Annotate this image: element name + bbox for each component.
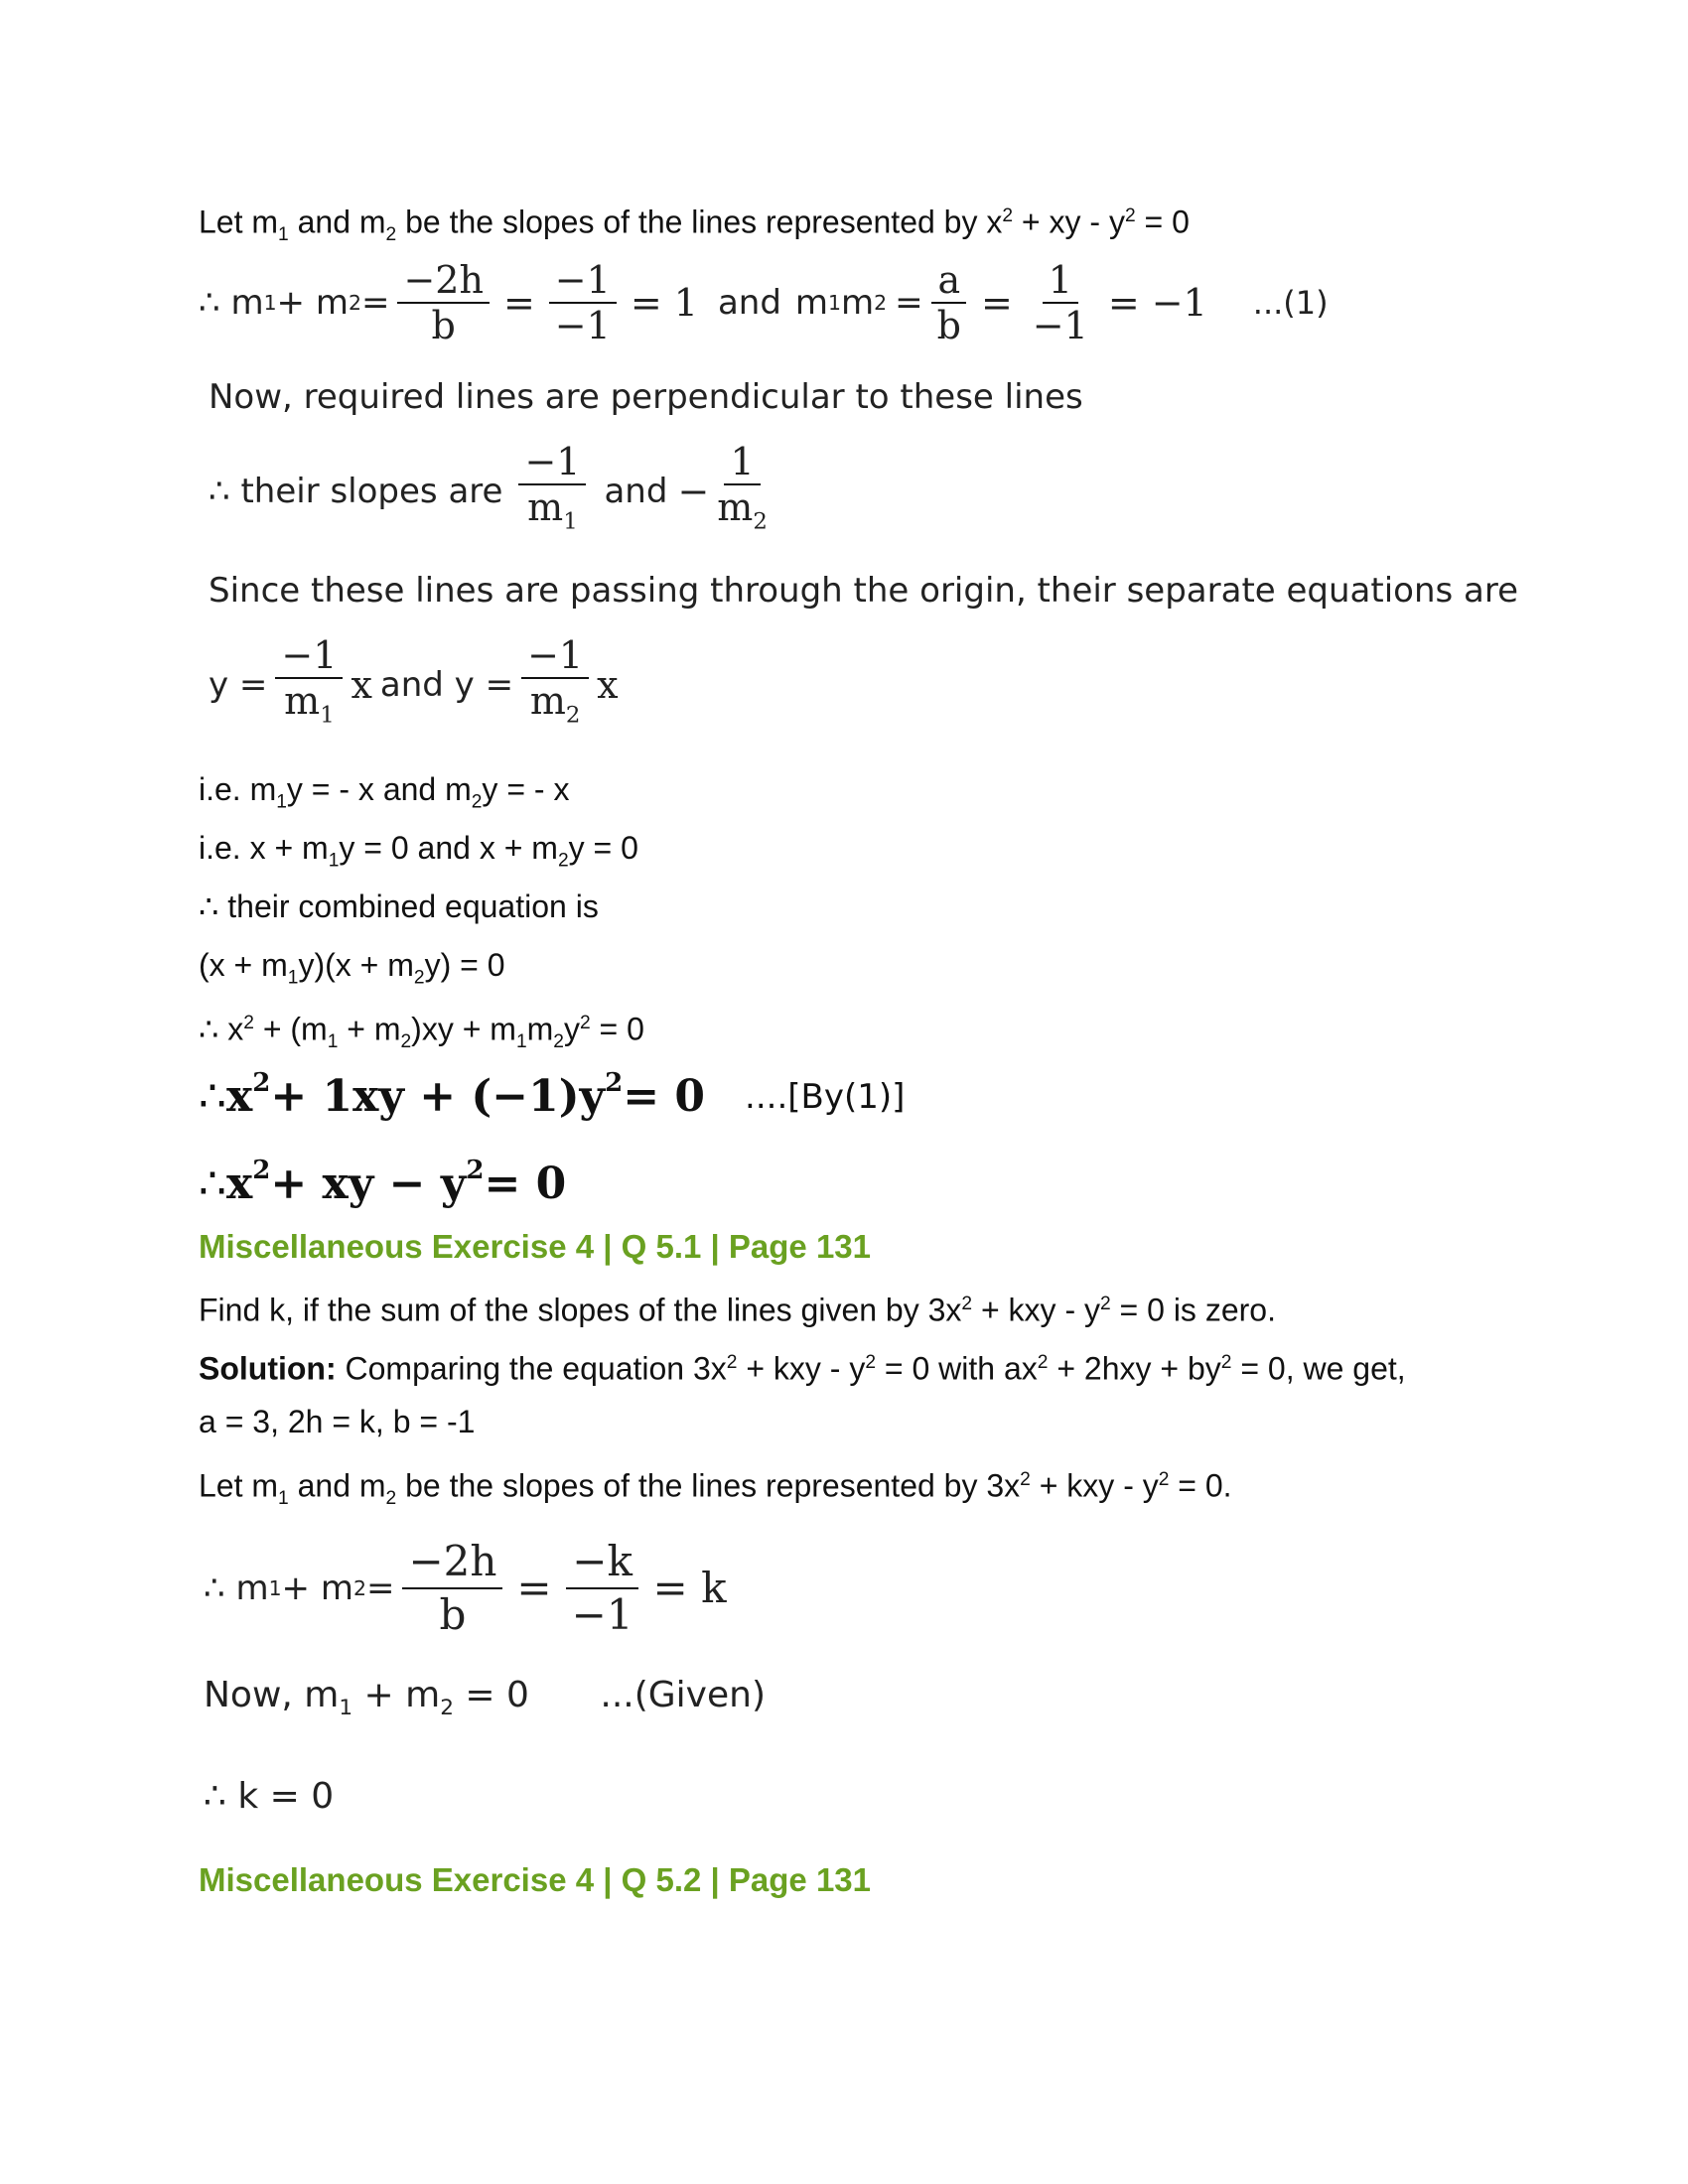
fraction: $\frac{1}{-1}$ (1032, 258, 1088, 347)
section-heading-q5-2: Miscellaneous Exercise 4 | Q 5.2 | Page 131 (199, 1861, 872, 1898)
product-equation: $(x + m_1y)(x + m_2y) = 0$ (199, 947, 505, 989)
slope-sum-product-equation: ∴ m 1 + m 2 = $\frac{-2h}{b}$ = $\frac{-1}{-1}$ = 1 and m 1 m 2 = $\frac{a}{b}$ = $\frac{1}{-1}$ = −1 ...(1) (199, 258, 1329, 347)
given-condition: Now, $m_1 + m_2 = 0$ ...(Given) (204, 1675, 766, 1721)
fraction: $\frac{-1}{-1}$ (549, 258, 617, 347)
section-heading-q5-1: Miscellaneous Exercise 4 | Q 5.1 | Page 131 (199, 1228, 872, 1265)
fraction: $\frac{-1}{m_2}$ (521, 633, 589, 738)
solution-intro: Solution: Comparing the equation $3x^2$ + kxy - $y^2 = 0$ with $ax^2 + 2hxy + by^2 = 0$, we get, (199, 1350, 1406, 1387)
fraction: $\frac{a}{b}$ (931, 258, 967, 347)
question-text: Find k, if the sum of the slopes of the lines given by $3x^2$ + kxy - $y^2 = 0$ is zero. (199, 1292, 1276, 1328)
origin-statement: Since these lines are passing through the origin, their separate equations are (209, 571, 1519, 611)
fraction: $\frac{-1}{m_1}$ (518, 440, 586, 544)
slopes-line: ∴ their slopes are $\frac{-1}{m_1}$ and − $\frac{1}{m_2}$ (209, 442, 781, 541)
substituted-equation: ∴ x $^2$ + 1xy + (−1)y $^2$ = 0 ....[By(1)] (199, 1068, 906, 1122)
expanded-equation: ∴ $x^2 + (m_1 + m_2)xy + m_1m_2y^2 = 0$ (199, 1011, 644, 1053)
let-slopes-line: Let $m_1$ and $m_2$ be the slopes of the lines represented by $3x^2$ + kxy - $y^2 = 0$. (199, 1467, 1232, 1510)
perpendicular-statement: Now, required lines are perpendicular to these lines (209, 377, 1083, 417)
final-equation: ∴ x $^2$ + xy − y $^2$ = 0 (199, 1156, 567, 1209)
slope-sum-equation: ∴ m 1 + m 2 = $\frac{-2h}{b}$ = $\frac{-k}{-1}$ = k (204, 1537, 727, 1639)
fraction: $\frac{-2h}{b}$ (397, 258, 490, 347)
fraction: $\frac{-2h}{b}$ (402, 1536, 502, 1641)
k-result: ∴ k = 0 (204, 1776, 335, 1817)
fraction: $\frac{1}{m_2}$ (717, 439, 768, 535)
fraction: $\frac{-1}{m_1}$ (275, 633, 343, 738)
combined-statement: ∴ their combined equation is (199, 888, 599, 924)
ie-line-2: i.e. $x + m_1y = 0$ and $x + m_2y = 0$ (199, 830, 638, 872)
coefficient-values: a = 3, 2h = k, b = -1 (199, 1404, 476, 1439)
ie-line-1: i.e. $m_1y$ = - x and $m_2y$ = - x (199, 771, 570, 813)
intro-line: Let $m_1$ and $m_2$ be the slopes of the lines represented by $x^2$ + xy - $y^2 = 0$ (199, 204, 1190, 246)
fraction: $\frac{-k}{-1}$ (566, 1536, 639, 1641)
separate-equations: y = $\frac{-1}{m_1}$ x and y = $\frac{-1}{m_2}$ x (209, 635, 619, 735)
